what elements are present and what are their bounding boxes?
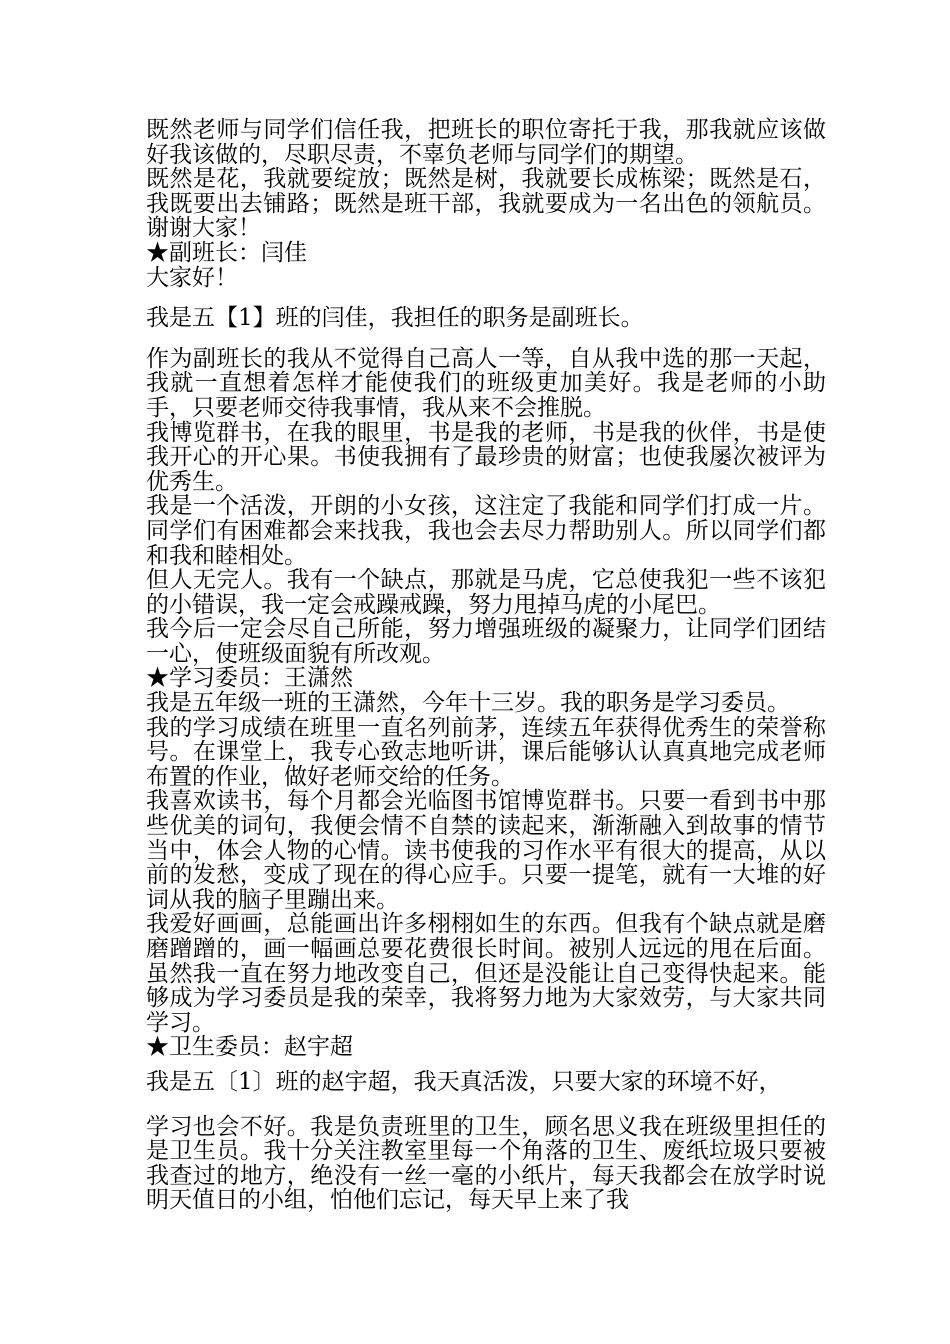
section-heading-study-committee: ★学习委员：王潇然 — [146, 665, 353, 692]
paragraph-greeting: 大家好！ — [146, 264, 238, 291]
paragraph-flower-tree: 既然是花，我就要绽放；既然是树，我就要长成栋梁；既然是石，我既要出去铺路；既然是班干部，我就要成为一名出色的领航员。谢谢大家！ — [146, 166, 826, 242]
section-heading-vice-monitor: ★副班长：闫佳 — [146, 239, 307, 266]
paragraph-study-record: 我的学习成绩在班里一直名列前茅，连续五年获得优秀生的荣誉称号。在课堂上，我专心致志地听讲，课后能够认认真真地完成老师布置的作业，做好老师交给的任务。 — [146, 714, 826, 790]
paragraph-vice-monitor-role: 作为副班长的我从不觉得自己高人一等，自从我中选的那一天起，我就一直想着怎样才能使我们的班级更加美好。我是老师的小助手，只要老师交待我事情，我从来不会推脱。 — [146, 345, 826, 421]
paragraph-love-reading: 我喜欢读书，每个月都会光临图书馆博览群书。只要一看到书中那些优美的词句，我便会情不自禁的读起来，渐渐融入到故事的情节当中，体会人物的心情。读书使我的习作水平有很大的提高，从以前的发愁，变成了现在的得心应手。只要一提笔，就有一大堆的好词从我的脑子里蹦出来。 — [146, 788, 826, 913]
paragraph-introduction-vice-monitor: 我是五【1】班的闫佳，我担任的职务是副班长。 — [146, 305, 644, 332]
paragraph-hygiene-duty: 学习也会不好。我是负责班里的卫生，顾名思义我在班级里担任的是卫生员。我十分关注教室里每一个角落的卫生、废纸垃圾只要被我查过的地方，绝没有一丝一毫的小纸片，每天我都会在放学时说明天值日的小组，怕他们忘记，每天早上来了我 — [146, 1113, 826, 1214]
paragraph-shortcoming: 但人无完人。我有一个缺点，那就是马虎，它总使我犯一些不该犯的小错误，我一定会戒躁戒躁，努力甩掉马虎的小尾巴。 — [146, 567, 826, 618]
paragraph-introduction-study: 我是五年级一班的王潇然，今年十三岁。我的职务是学习委员。 — [146, 690, 790, 717]
paragraph-love-drawing: 我爱好画画，总能画出许多栩栩如生的东西。但我有个缺点就是磨磨蹭蹭的，画一幅画总要花费很长时间。被别人远远的甩在后面。虽然我一直在努力地改变自己，但还是没能让自己变得快起来。能够成为学习委员是我的荣幸，我将努力地为大家效劳，与大家共同学习。 — [146, 911, 826, 1036]
section-heading-hygiene-committee: ★卫生委员：赵宇超 — [146, 1034, 353, 1061]
paragraph-reading-books: 我博览群书，在我的眼里，书是我的老师，书是我的伙伴，书是使我开心的开心果。书使我拥有了最珍贵的财富；也使我屡次被评为优秀生。 — [146, 419, 826, 495]
document-page — [146, 118, 826, 1213]
paragraph-introduction-hygiene: 我是五〔1〕班的赵宇超，我天真活泼，只要大家的环境不好， — [146, 1068, 782, 1095]
paragraph-future-plan: 我今后一定会尽自己所能，努力增强班级的凝聚力，让同学们团结一心，使班级面貌有所改观。 — [146, 616, 826, 667]
paragraph-trust-duty: 既然老师与同学们信任我，把班长的职位寄托于我，那我就应该做好我该做的，尽职尽责，不辜负老师与同学们的期望。 — [146, 117, 826, 168]
paragraph-lively-girl: 我是一个活泼，开朗的小女孩，这注定了我能和同学们打成一片。同学们有困难都会来找我，我也会去尽力帮助别人。所以同学们都和我和睦相处。 — [146, 493, 826, 569]
